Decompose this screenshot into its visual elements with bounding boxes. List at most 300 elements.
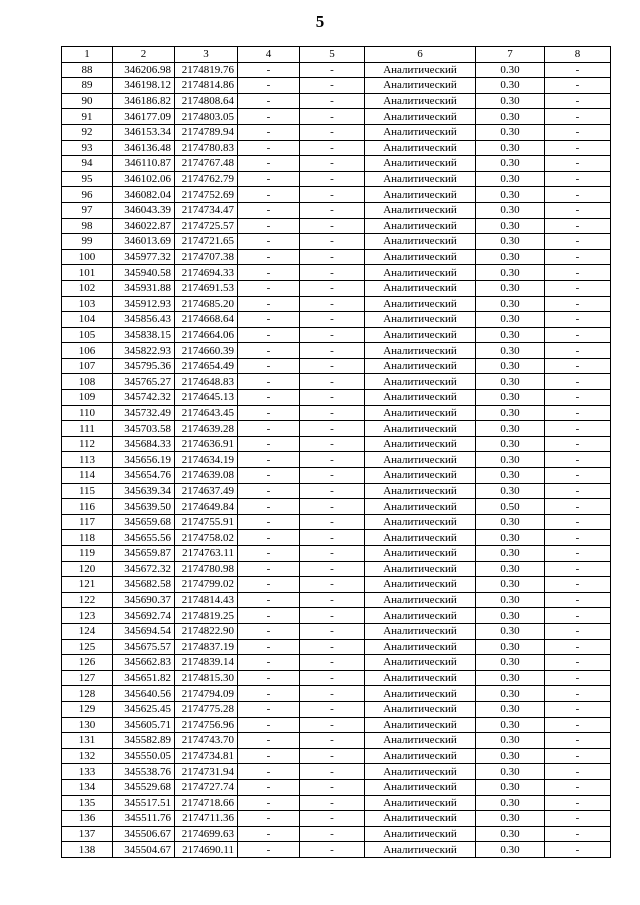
cell-y-coordinate: 2174731.94 [175,764,238,780]
cell-col-5: - [300,592,365,608]
cell-col-5: - [300,826,365,842]
cell-y-coordinate: 2174837.19 [175,639,238,655]
cell-col-5: - [300,202,365,218]
cell-accuracy: 0.30 [476,546,545,562]
cell-y-coordinate: 2174780.83 [175,140,238,156]
cell-col-5: - [300,405,365,421]
cell-accuracy: 0.30 [476,623,545,639]
cell-col-8: - [545,733,611,749]
cell-accuracy: 0.30 [476,280,545,296]
cell-col-4: - [238,764,300,780]
cell-y-coordinate: 2174725.57 [175,218,238,234]
cell-point-number: 136 [62,811,113,827]
cell-col-5: - [300,436,365,452]
cell-point-number: 119 [62,546,113,562]
cell-x-coordinate: 345504.67 [113,842,175,858]
table-row [62,811,611,827]
cell-col-4: - [238,249,300,265]
cell-accuracy: 0.30 [476,421,545,437]
cell-accuracy: 0.30 [476,452,545,468]
table-row [62,577,611,593]
cell-col-4: - [238,93,300,109]
cell-accuracy: 0.30 [476,296,545,312]
cell-point-number: 98 [62,218,113,234]
cell-col-4: - [238,265,300,281]
cell-method: Аналитический [365,608,476,624]
cell-y-coordinate: 2174639.28 [175,421,238,437]
cell-point-number: 137 [62,826,113,842]
cell-point-number: 121 [62,577,113,593]
cell-col-4: - [238,499,300,515]
cell-col-5: - [300,608,365,624]
cell-x-coordinate: 345640.56 [113,686,175,702]
cell-col-8: - [545,234,611,250]
cell-accuracy: 0.30 [476,592,545,608]
cell-col-8: - [545,514,611,530]
cell-accuracy: 0.30 [476,608,545,624]
cell-col-8: - [545,280,611,296]
cell-method: Аналитический [365,623,476,639]
cell-y-coordinate: 2174690.11 [175,842,238,858]
cell-method: Аналитический [365,530,476,546]
cell-method: Аналитический [365,62,476,78]
cell-point-number: 94 [62,156,113,172]
cell-col-4: - [238,608,300,624]
cell-col-5: - [300,561,365,577]
cell-x-coordinate: 345662.83 [113,655,175,671]
cell-x-coordinate: 345732.49 [113,405,175,421]
cell-method: Аналитический [365,124,476,140]
cell-y-coordinate: 2174734.81 [175,748,238,764]
cell-col-8: - [545,530,611,546]
cell-col-8: - [545,717,611,733]
cell-y-coordinate: 2174743.70 [175,733,238,749]
cell-col-5: - [300,109,365,125]
cell-col-5: - [300,327,365,343]
cell-col-8: - [545,93,611,109]
table-row [62,93,611,109]
table-row [62,701,611,717]
table-row [62,530,611,546]
table-row [62,499,611,515]
column-header-1: 1 [62,47,113,63]
cell-col-8: - [545,748,611,764]
cell-col-4: - [238,390,300,406]
cell-y-coordinate: 2174727.74 [175,779,238,795]
cell-x-coordinate: 345703.58 [113,421,175,437]
cell-method: Аналитический [365,717,476,733]
cell-col-8: - [545,592,611,608]
cell-col-5: - [300,312,365,328]
cell-method: Аналитический [365,343,476,359]
cell-x-coordinate: 346206.98 [113,62,175,78]
cell-col-8: - [545,358,611,374]
cell-accuracy: 0.30 [476,842,545,858]
cell-col-4: - [238,296,300,312]
cell-col-5: - [300,452,365,468]
cell-point-number: 112 [62,436,113,452]
table-row [62,405,611,421]
cell-point-number: 126 [62,655,113,671]
cell-y-coordinate: 2174734.47 [175,202,238,218]
cell-col-5: - [300,78,365,94]
cell-accuracy: 0.30 [476,234,545,250]
table-row [62,327,611,343]
cell-col-8: - [545,779,611,795]
cell-method: Аналитический [365,639,476,655]
cell-x-coordinate: 345538.76 [113,764,175,780]
table-row [62,202,611,218]
cell-col-4: - [238,280,300,296]
cell-y-coordinate: 2174763.11 [175,546,238,562]
cell-method: Аналитический [365,452,476,468]
table-row [62,265,611,281]
cell-col-8: - [545,499,611,515]
cell-col-4: - [238,530,300,546]
cell-method: Аналитический [365,109,476,125]
cell-point-number: 130 [62,717,113,733]
cell-col-5: - [300,156,365,172]
cell-point-number: 111 [62,421,113,437]
cell-point-number: 129 [62,701,113,717]
cell-y-coordinate: 2174718.66 [175,795,238,811]
cell-x-coordinate: 345506.67 [113,826,175,842]
cell-col-8: - [545,156,611,172]
cell-x-coordinate: 346110.87 [113,156,175,172]
table-row [62,623,611,639]
cell-col-8: - [545,670,611,686]
cell-point-number: 96 [62,187,113,203]
cell-col-4: - [238,670,300,686]
cell-y-coordinate: 2174752.69 [175,187,238,203]
cell-x-coordinate: 345656.19 [113,452,175,468]
cell-x-coordinate: 345639.34 [113,483,175,499]
cell-point-number: 97 [62,202,113,218]
cell-col-8: - [545,842,611,858]
cell-x-coordinate: 346102.06 [113,171,175,187]
cell-method: Аналитический [365,514,476,530]
cell-col-8: - [545,124,611,140]
cell-col-5: - [300,187,365,203]
cell-point-number: 115 [62,483,113,499]
cell-y-coordinate: 2174808.64 [175,93,238,109]
cell-x-coordinate: 346198.12 [113,78,175,94]
cell-col-5: - [300,733,365,749]
cell-method: Аналитический [365,187,476,203]
cell-point-number: 88 [62,62,113,78]
cell-method: Аналитический [365,795,476,811]
table-row [62,187,611,203]
cell-col-4: - [238,514,300,530]
cell-x-coordinate: 345529.68 [113,779,175,795]
cell-accuracy: 0.30 [476,779,545,795]
cell-accuracy: 0.30 [476,78,545,94]
cell-col-5: - [300,639,365,655]
cell-point-number: 105 [62,327,113,343]
cell-y-coordinate: 2174794.09 [175,686,238,702]
cell-point-number: 123 [62,608,113,624]
cell-col-8: - [545,795,611,811]
column-header-2: 2 [113,47,175,63]
table-row [62,436,611,452]
cell-point-number: 110 [62,405,113,421]
cell-accuracy: 0.30 [476,717,545,733]
cell-col-4: - [238,358,300,374]
cell-accuracy: 0.50 [476,499,545,515]
cell-accuracy: 0.30 [476,514,545,530]
cell-y-coordinate: 2174755.91 [175,514,238,530]
table-row [62,733,611,749]
cell-x-coordinate: 345838.15 [113,327,175,343]
cell-x-coordinate: 345912.93 [113,296,175,312]
cell-col-5: - [300,468,365,484]
cell-method: Аналитический [365,78,476,94]
cell-x-coordinate: 345856.43 [113,312,175,328]
cell-col-8: - [545,249,611,265]
cell-col-4: - [238,655,300,671]
cell-col-8: - [545,452,611,468]
cell-y-coordinate: 2174668.64 [175,312,238,328]
table-row [62,483,611,499]
cell-y-coordinate: 2174654.49 [175,358,238,374]
cell-method: Аналитический [365,280,476,296]
cell-col-4: - [238,109,300,125]
cell-point-number: 90 [62,93,113,109]
cell-x-coordinate: 345692.74 [113,608,175,624]
cell-accuracy: 0.30 [476,701,545,717]
cell-x-coordinate: 345795.36 [113,358,175,374]
cell-point-number: 133 [62,764,113,780]
cell-col-5: - [300,390,365,406]
cell-col-4: - [238,733,300,749]
cell-method: Аналитический [365,218,476,234]
cell-method: Аналитический [365,577,476,593]
cell-point-number: 107 [62,358,113,374]
cell-col-5: - [300,62,365,78]
cell-method: Аналитический [365,249,476,265]
cell-col-4: - [238,187,300,203]
cell-point-number: 100 [62,249,113,265]
cell-col-8: - [545,701,611,717]
cell-point-number: 135 [62,795,113,811]
cell-x-coordinate: 345511.76 [113,811,175,827]
cell-col-5: - [300,93,365,109]
table-row [62,546,611,562]
cell-method: Аналитический [365,748,476,764]
cell-col-5: - [300,811,365,827]
cell-point-number: 118 [62,530,113,546]
cell-point-number: 93 [62,140,113,156]
cell-col-5: - [300,701,365,717]
cell-y-coordinate: 2174839.14 [175,655,238,671]
table-row [62,78,611,94]
cell-col-5: - [300,218,365,234]
cell-col-5: - [300,140,365,156]
cell-method: Аналитический [365,546,476,562]
cell-accuracy: 0.30 [476,733,545,749]
cell-method: Аналитический [365,156,476,172]
cell-method: Аналитический [365,296,476,312]
cell-col-4: - [238,842,300,858]
table-row [62,156,611,172]
cell-point-number: 104 [62,312,113,328]
cell-y-coordinate: 2174660.39 [175,343,238,359]
cell-accuracy: 0.30 [476,265,545,281]
cell-accuracy: 0.30 [476,156,545,172]
cell-col-5: - [300,514,365,530]
cell-point-number: 89 [62,78,113,94]
cell-col-4: - [238,779,300,795]
cell-method: Аналитический [365,483,476,499]
cell-col-4: - [238,795,300,811]
cell-y-coordinate: 2174699.63 [175,826,238,842]
cell-point-number: 128 [62,686,113,702]
table-row [62,390,611,406]
cell-col-4: - [238,826,300,842]
cell-x-coordinate: 345659.68 [113,514,175,530]
cell-x-coordinate: 345822.93 [113,343,175,359]
cell-accuracy: 0.30 [476,124,545,140]
cell-col-8: - [545,639,611,655]
coordinates-table [61,46,611,858]
cell-col-4: - [238,234,300,250]
cell-col-8: - [545,202,611,218]
cell-col-4: - [238,218,300,234]
cell-x-coordinate: 345931.88 [113,280,175,296]
cell-y-coordinate: 2174780.98 [175,561,238,577]
cell-accuracy: 0.30 [476,218,545,234]
cell-accuracy: 0.30 [476,140,545,156]
cell-col-8: - [545,187,611,203]
cell-accuracy: 0.30 [476,748,545,764]
cell-accuracy: 0.30 [476,374,545,390]
cell-method: Аналитический [365,561,476,577]
cell-y-coordinate: 2174819.25 [175,608,238,624]
cell-point-number: 127 [62,670,113,686]
table-row [62,109,611,125]
cell-point-number: 99 [62,234,113,250]
cell-col-8: - [545,577,611,593]
cell-col-5: - [300,374,365,390]
cell-col-4: - [238,327,300,343]
cell-col-5: - [300,779,365,795]
cell-col-5: - [300,421,365,437]
cell-point-number: 103 [62,296,113,312]
cell-method: Аналитический [365,686,476,702]
table-row [62,171,611,187]
cell-accuracy: 0.30 [476,327,545,343]
cell-y-coordinate: 2174789.94 [175,124,238,140]
column-header-5: 5 [300,47,365,63]
cell-method: Аналитический [365,390,476,406]
cell-col-8: - [545,436,611,452]
cell-point-number: 125 [62,639,113,655]
cell-accuracy: 0.30 [476,358,545,374]
cell-accuracy: 0.30 [476,405,545,421]
cell-method: Аналитический [365,374,476,390]
cell-col-5: - [300,358,365,374]
table-row [62,639,611,655]
cell-y-coordinate: 2174762.79 [175,171,238,187]
cell-accuracy: 0.30 [476,577,545,593]
table-body [62,62,611,857]
cell-col-5: - [300,124,365,140]
cell-col-5: - [300,686,365,702]
cell-y-coordinate: 2174756.96 [175,717,238,733]
table-row [62,62,611,78]
cell-col-8: - [545,608,611,624]
cell-col-4: - [238,483,300,499]
cell-accuracy: 0.30 [476,639,545,655]
cell-col-4: - [238,452,300,468]
cell-col-4: - [238,202,300,218]
cell-y-coordinate: 2174649.84 [175,499,238,515]
cell-point-number: 124 [62,623,113,639]
cell-point-number: 120 [62,561,113,577]
column-header-6: 6 [365,47,476,63]
cell-accuracy: 0.30 [476,109,545,125]
cell-y-coordinate: 2174634.19 [175,452,238,468]
cell-x-coordinate: 345940.58 [113,265,175,281]
cell-method: Аналитический [365,202,476,218]
cell-x-coordinate: 346082.04 [113,187,175,203]
cell-accuracy: 0.30 [476,249,545,265]
cell-col-4: - [238,140,300,156]
cell-col-5: - [300,670,365,686]
cell-x-coordinate: 345977.32 [113,249,175,265]
cell-x-coordinate: 346153.34 [113,124,175,140]
cell-point-number: 117 [62,514,113,530]
table-row [62,312,611,328]
cell-x-coordinate: 345651.82 [113,670,175,686]
cell-point-number: 102 [62,280,113,296]
cell-accuracy: 0.30 [476,202,545,218]
cell-col-8: - [545,312,611,328]
cell-col-5: - [300,343,365,359]
cell-method: Аналитический [365,826,476,842]
cell-col-4: - [238,811,300,827]
table-row [62,779,611,795]
cell-point-number: 109 [62,390,113,406]
cell-accuracy: 0.30 [476,93,545,109]
cell-accuracy: 0.30 [476,312,545,328]
cell-y-coordinate: 2174799.02 [175,577,238,593]
table-row [62,670,611,686]
cell-col-4: - [238,577,300,593]
cell-point-number: 138 [62,842,113,858]
table-row [62,561,611,577]
cell-method: Аналитический [365,592,476,608]
cell-col-8: - [545,374,611,390]
cell-x-coordinate: 345639.50 [113,499,175,515]
cell-accuracy: 0.30 [476,561,545,577]
cell-col-8: - [545,421,611,437]
cell-col-8: - [545,561,611,577]
cell-col-4: - [238,62,300,78]
table-row [62,592,611,608]
cell-point-number: 108 [62,374,113,390]
cell-col-4: - [238,124,300,140]
cell-y-coordinate: 2174691.53 [175,280,238,296]
table-row [62,218,611,234]
cell-y-coordinate: 2174685.20 [175,296,238,312]
cell-col-5: - [300,748,365,764]
cell-col-5: - [300,483,365,499]
cell-accuracy: 0.30 [476,686,545,702]
cell-y-coordinate: 2174815.30 [175,670,238,686]
cell-point-number: 91 [62,109,113,125]
table-row [62,124,611,140]
